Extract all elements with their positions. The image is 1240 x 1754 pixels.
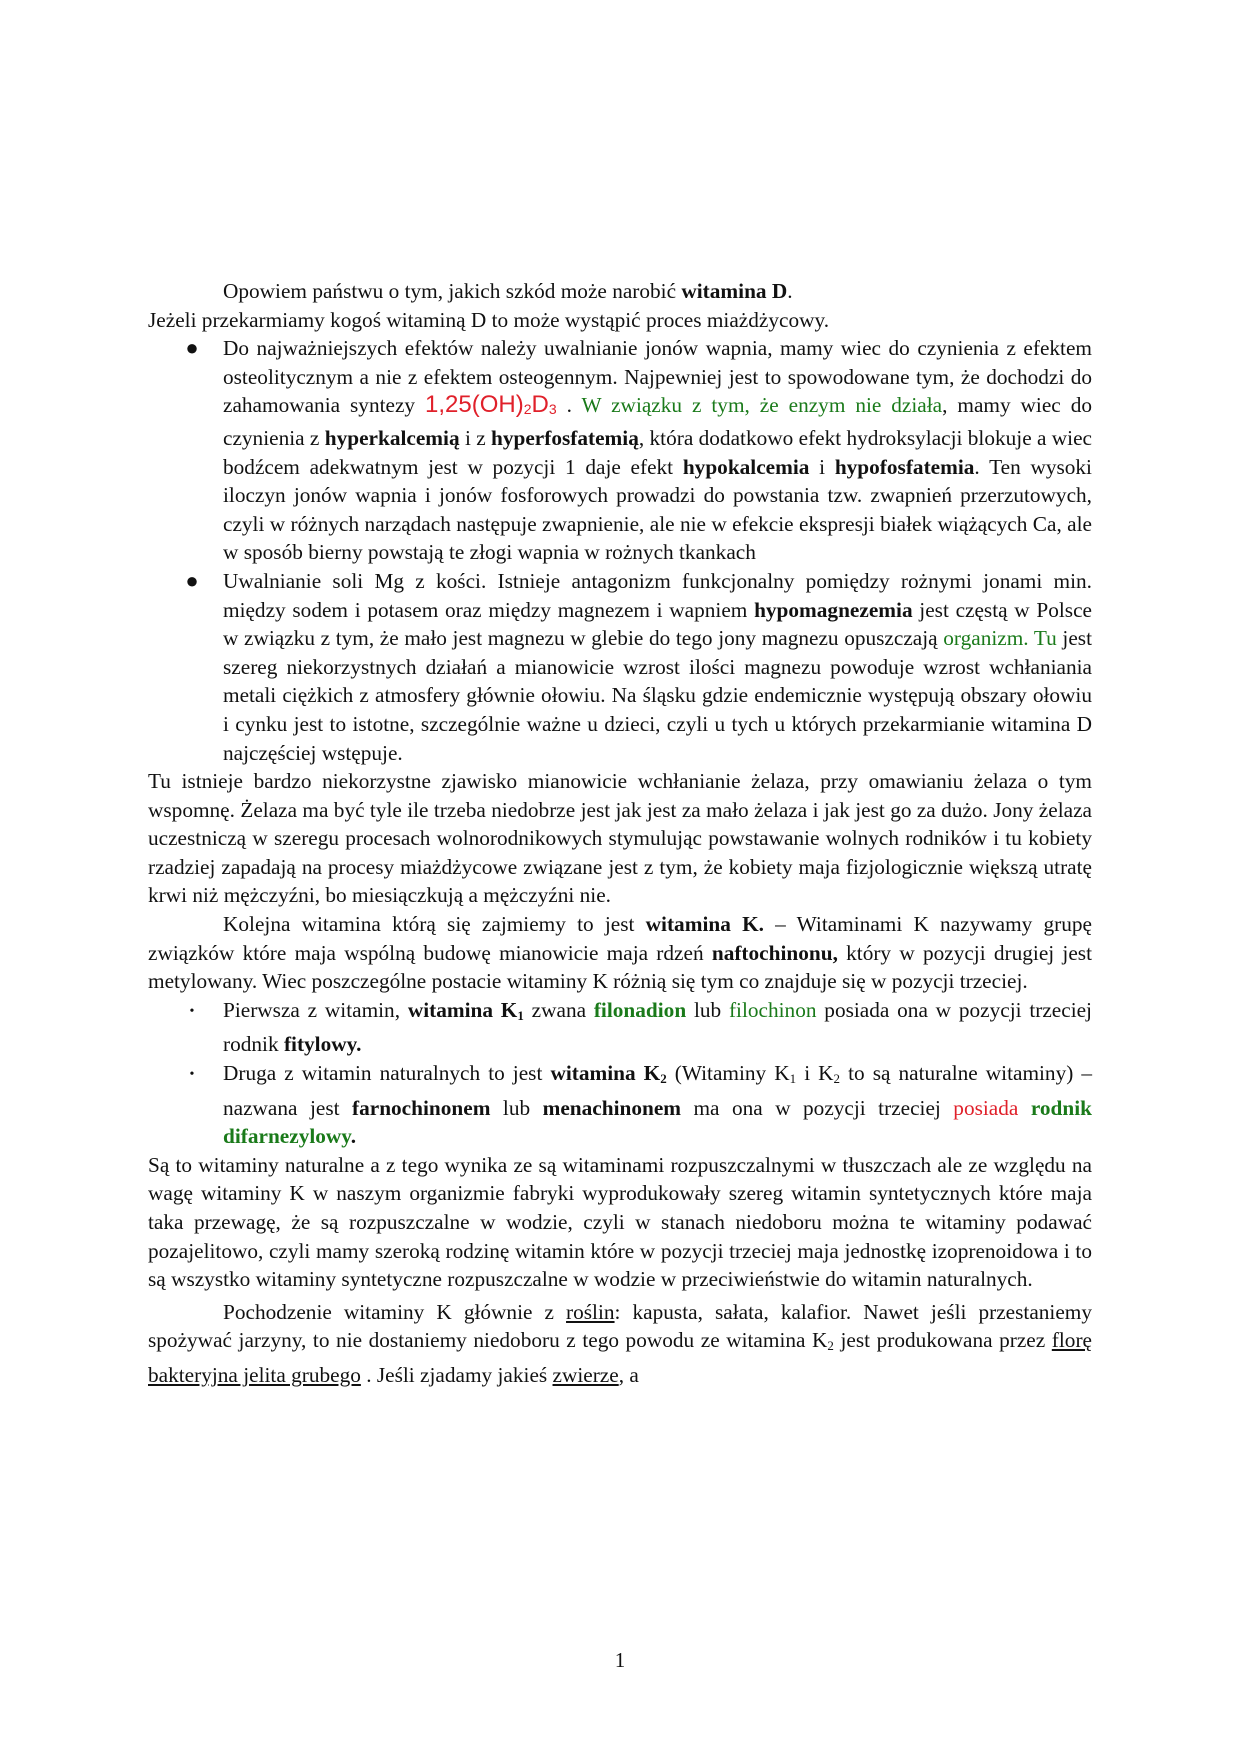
text: . [787, 279, 793, 303]
text: lub [686, 997, 729, 1022]
iron-paragraph: Tu istnieje bardzo niekorzystne zjawisko mianowicie wchłanianie żelaza, przy omawianiu żelaza o tym wspomnę. Żelaza ma być tyle ile trzeba niedobrze jest jak jest za mało żelaza i jak jest go za dużo. Jony żelaza uczestniczą w szeregu procesach wolnorodnikowych stymulując powstawanie wolnych rodników i tu kobiety rzadziej zapadają na procesy miażdżycowe związane jest z tym, że kobiety maja fizjologicznie większą utratę krwi niż mężczyźni, bo miesiączkują a mężczyźni nie. [148, 769, 1092, 908]
text: witamina K [550, 1061, 661, 1086]
synthetic-vitamins-paragraph: Są to witaminy naturalne a z tego wynika ze są witaminami rozpuszczalnymi w tłuszczach ale ze względu na wagę witaminy K w naszym organizmie fabryki wyprodukowały szereg witamin syntetycznych które maja taka przewagę, że są rozpuszczalne w wodzie, czyli w stanach niedoboru można te witaminy podawać pozajelitowo, czyli mamy szeroką rodzinę witamin które w pozycji trzeciej maja jednostkę izoprenoidowa i to są wszystko witaminy syntetyczne rozpuszczalne w wodzie w przeciwieństwie do witamin naturalnych. [148, 1152, 1092, 1292]
list-item [189, 1059, 1093, 1151]
vitamin-k-forms-list [148, 996, 1092, 1151]
vitamin-d-effects-list [148, 334, 1092, 767]
text: jest produkowana przez [833, 1328, 1052, 1353]
formula [425, 391, 557, 418]
text: ma ona w pozycji trzeciej [681, 1095, 954, 1120]
intro-paragraph [148, 277, 1092, 306]
text: : kapusta, sałata, kalafior. Nawet jeśli przestaniemy spożywać jarzyny, to nie dostaniemy niedoboru z tego powodu ze witamina K [148, 1299, 1093, 1353]
bold-term: fitylowy. [283, 1032, 362, 1057]
subscript: 2 [523, 401, 532, 418]
list-item [185, 567, 1092, 767]
text: (Witaminy K [666, 1061, 790, 1086]
bold-term: naftochinonu, [711, 940, 838, 965]
bullet-icon: ● [185, 335, 199, 361]
bold-term [408, 998, 524, 1022]
list-item [189, 996, 1092, 1059]
document-body [148, 277, 1092, 1390]
text: Pierwsza z witamin, [223, 997, 408, 1022]
underlined-text: florę bakteryjna jelita grubego [148, 1328, 1092, 1387]
text: . [556, 393, 572, 418]
text: który w pozycji drugiej jest metylowany. Wiec poszczególne postacie witaminy K różnią się tym co znajduje się w pozycji trzeciej. [148, 940, 1093, 994]
text: Do najważniejszych efektów należy uwalnianie jonów wapnia, mamy wiec do czynienia z efektem osteolitycznym a nie z efektem osteogennym. Najpewniej jest to spowodowane tym, że dochodzi do zahamowania syntezy [223, 336, 1092, 418]
subscript: 2 [827, 1338, 834, 1354]
bold-term: farnochinonem [352, 1095, 491, 1120]
bold-term: hyperkalcemią [324, 425, 460, 450]
bold-term: menachinonem [542, 1095, 682, 1120]
text: to są naturalne witaminy) – nazwana jest [223, 1061, 1093, 1120]
highlighted-text: posiada [953, 1095, 1019, 1120]
page-number: 1 [614, 1648, 626, 1672]
text: zwana [523, 997, 594, 1022]
formula-part: D [531, 391, 549, 419]
text: Pochodzenie witaminy K głównie z [223, 1299, 567, 1324]
underlined-text: zwierze [552, 1362, 619, 1387]
text: . Jeśli zjadamy jakieś [360, 1362, 553, 1387]
highlighted-term: filonadion [593, 997, 687, 1022]
highlighted-text: filochinon [728, 997, 817, 1022]
text: , a [618, 1362, 639, 1387]
text: witamina K [407, 997, 518, 1022]
subscript: 1 [517, 1007, 524, 1023]
formula-part: 1,25(OH) [425, 391, 524, 419]
bold-term: hypokalcemia [682, 454, 810, 479]
bold-term [550, 1061, 666, 1085]
text: . Ten wysoki iloczyn jonów wapnia i jonów fosforowych prowadzi do powstania tzw. zwapnień przerzutowych, czyli w różnych narządach następuje zwapnienie, ale nie w efekcie ekspresji białek wiążących Ca, ale w sposób bierny powstają te złogi wapnia w rożnych tkankach [223, 454, 1092, 565]
highlighted-text: organizm. Tu [943, 626, 1057, 651]
subscript: 2 [660, 1071, 667, 1087]
text: Druga z witamin naturalnych to jest [223, 1061, 551, 1086]
text: – Witaminami K nazywamy grupę związków które maja wspólną budowę mianowicie maja rdzeń [148, 912, 1093, 965]
text: i z [459, 425, 491, 450]
text: jest częstą w Polsce w związku z tym, że mało jest magnezu w glebie do tego jony magnezu opuszczają [223, 597, 1092, 651]
origin-paragraph [148, 1298, 1092, 1390]
highlighted-term: rodnik difarnezylowy [223, 1095, 1092, 1149]
text: jest szereg niekorzystnych działań a mianowicie wzrost ilości magnezu powoduje wzrost wchłaniania metali ciężkich z atmosfery głównie ołowiu. Na śląsku gdzie endemicznie występują obszary ołowiu i cynku jest to istotne, szczególnie ważne u dzieci, czyli u tych u których przekarmianie witamina D najczęściej wstępuje. [223, 626, 1092, 765]
bold-term: hypomagnezemia [754, 597, 913, 622]
subscript: 2 [833, 1071, 841, 1087]
bullet-icon: • [189, 1003, 195, 1019]
bold-term: witamina K. [645, 912, 764, 937]
text: i K [796, 1061, 834, 1086]
bold-term: hyperfosfatemią [491, 425, 639, 450]
vitamin-k-paragraph [148, 910, 1092, 996]
text: Kolejna witamina którą się zajmiemy to jest [223, 912, 646, 937]
subscript: 1 [789, 1071, 797, 1087]
text: . [350, 1124, 357, 1149]
bullet-icon: ● [185, 567, 199, 593]
subscript: 3 [548, 401, 557, 418]
text: , mamy wiec do czynienia z [223, 393, 1092, 450]
underlined-text: roślin [566, 1299, 615, 1324]
text: lub [490, 1095, 543, 1120]
list-item [185, 334, 1092, 567]
text: Opowiem państwu o tym, jakich szkód może narobić [223, 279, 682, 303]
text: i [809, 454, 835, 479]
text: Uwalnianie soli Mg z kości. Istnieje antagonizm funkcjonalny pomiędzy rożnymi jonami min. między sodem i potasem oraz między magnezem i wapniem [223, 568, 1092, 622]
bold-term: hypofosfatemia [834, 454, 975, 479]
bullet-icon: • [189, 1067, 195, 1083]
bold-term: witamina D [681, 279, 788, 303]
text: posiada ona w pozycji trzeciej rodnik [223, 997, 1092, 1057]
text [1018, 1096, 1030, 1120]
highlighted-text: W związku z tym, że enzym nie działa [571, 393, 943, 418]
intro-paragraph-2: Jeżeli przekarmiamy kogoś witaminą D to może wystąpić proces miażdżycowy. [148, 307, 830, 332]
text: , która dodatkowo efekt hydroksylacji blokuje a wiec bodźcem adekwatnym jest w pozycji 1 daje efekt [223, 425, 1092, 479]
